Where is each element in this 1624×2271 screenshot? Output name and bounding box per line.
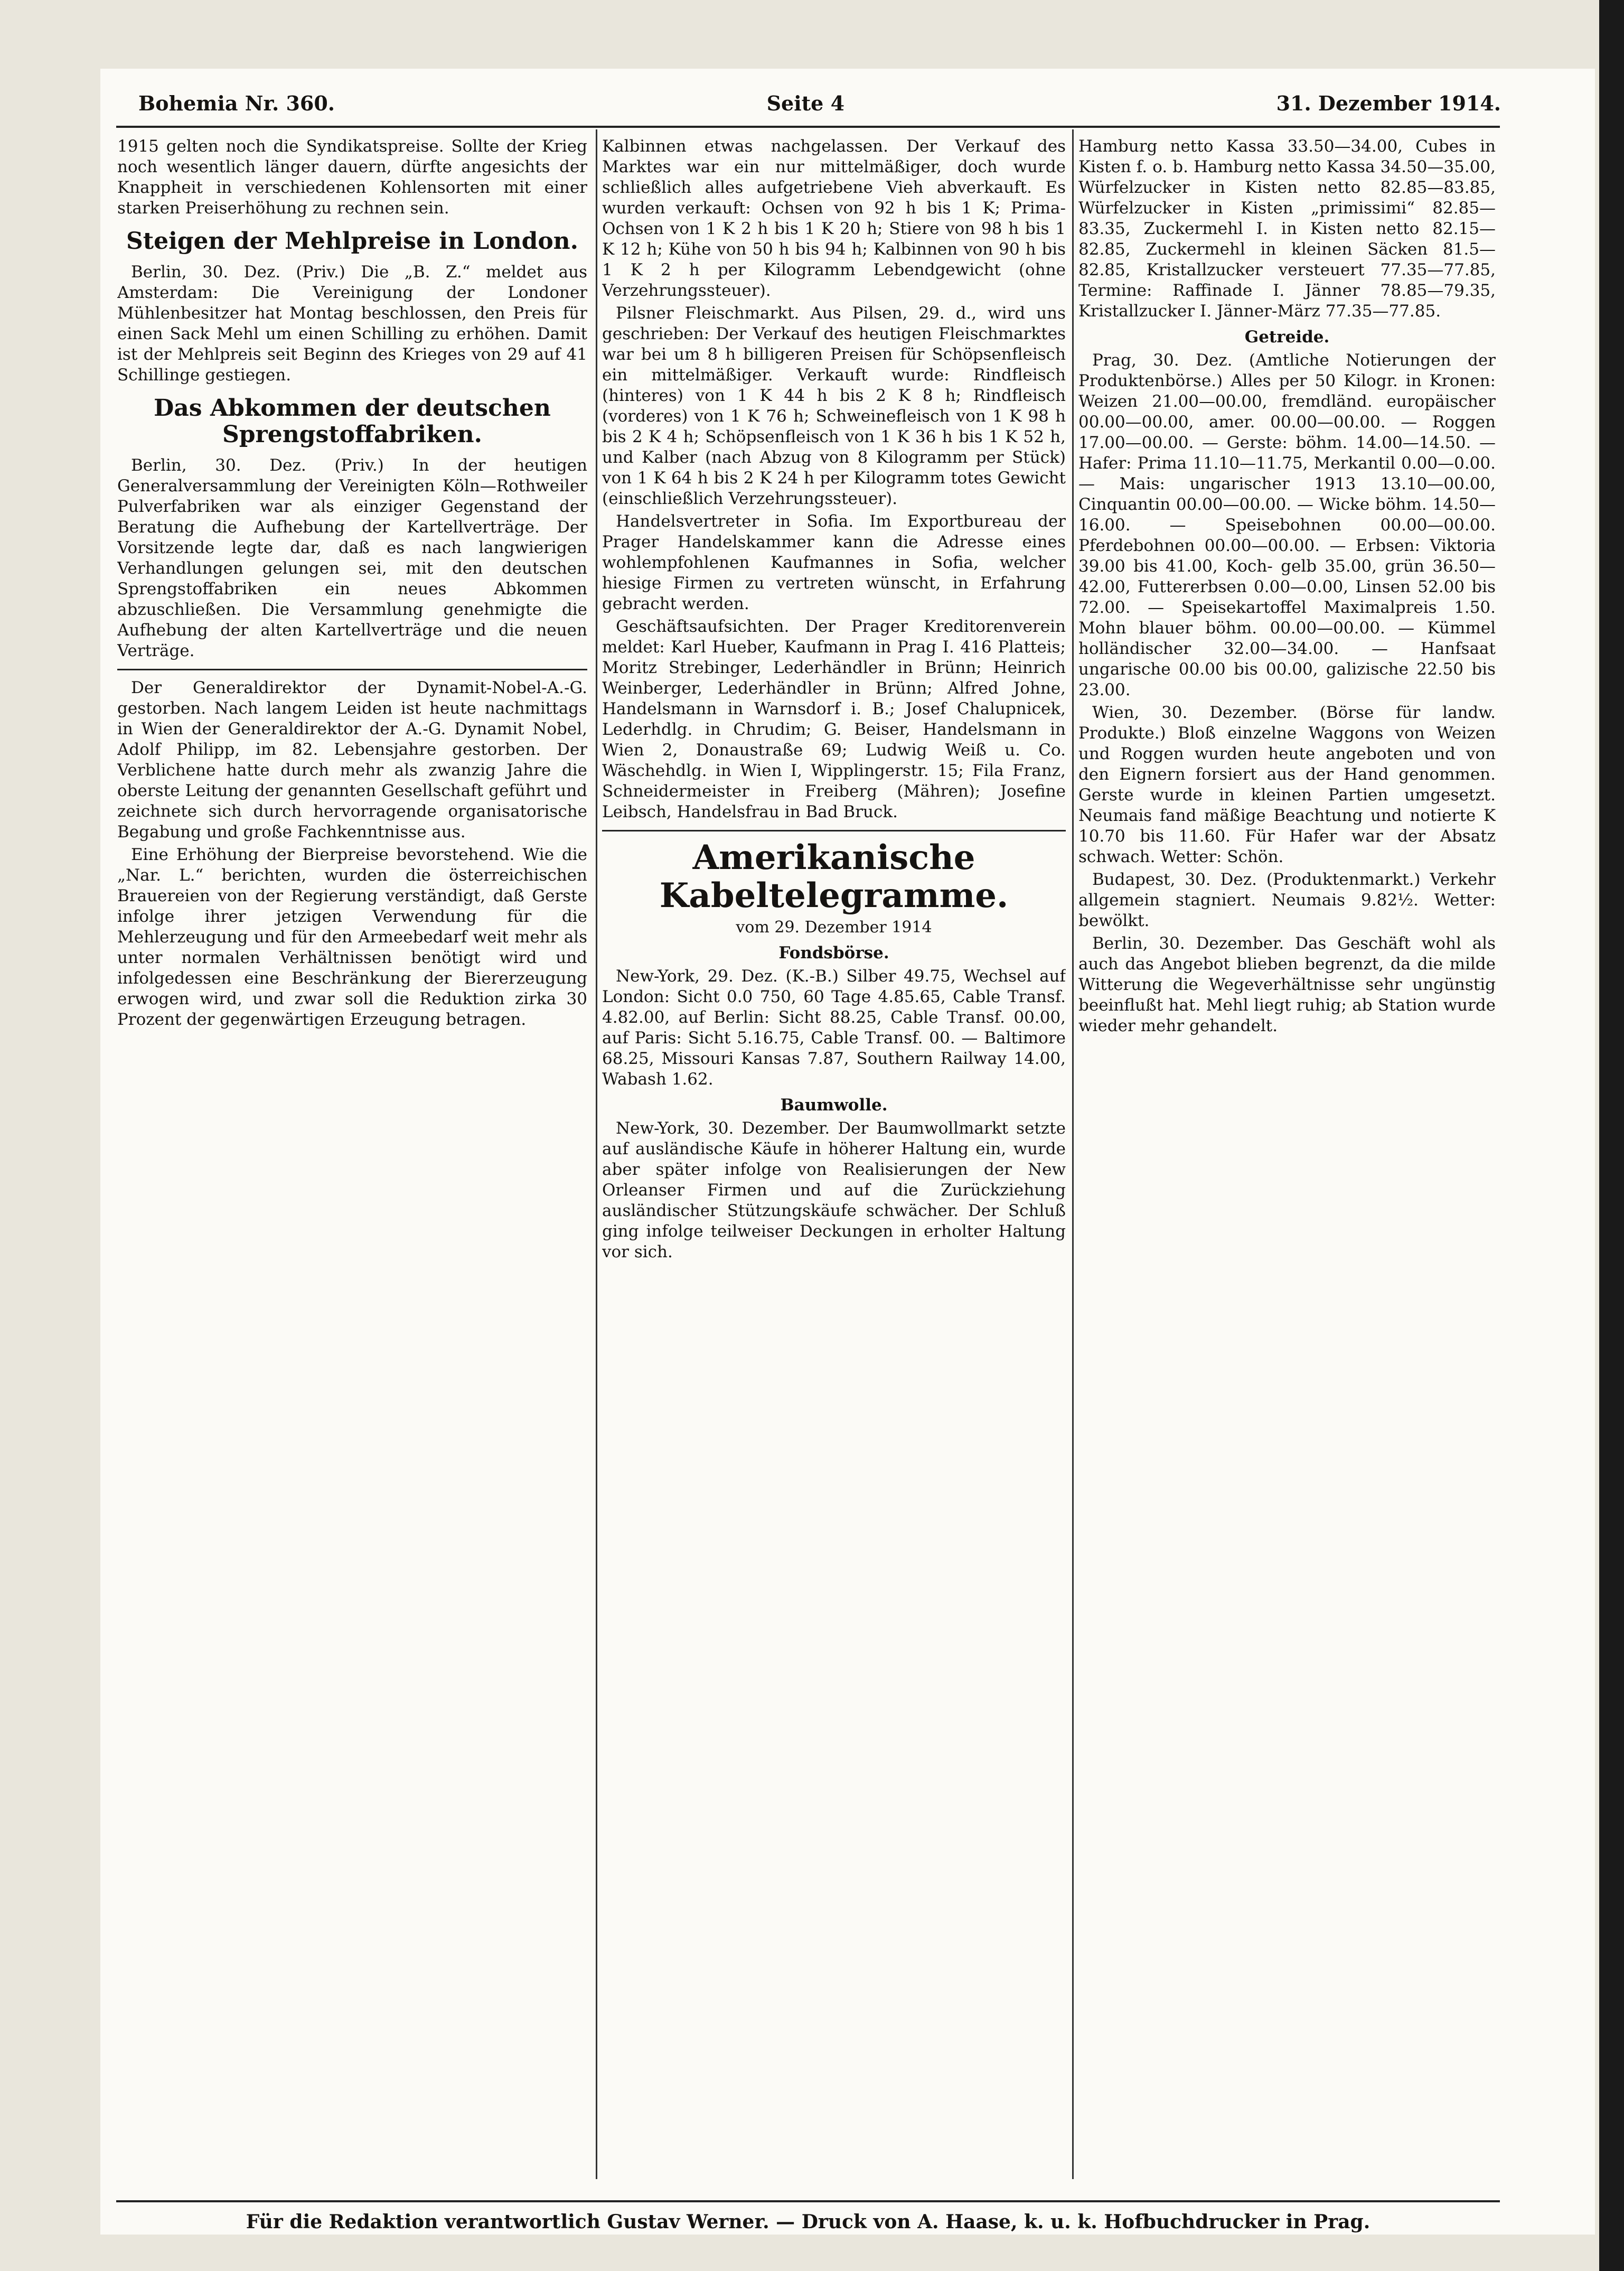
page-header [138,85,1501,122]
imprint: Für die Redaktion verantwortlich Gustav Werner. — Druck von A. Haase, k. u. k. Hofbuchdrucker in Prag. [246,2211,1370,2233]
scan-edge [1599,0,1624,2271]
article-text: Wien, 30. Dezember. (Börse für landw. Produkte.) Bloß einzelne Waggons von Weizen und Roggen wurden heute angeboten und von den Eignern forsiert aus der Hand genommen. Gerste wurde in kleinen Partien umgesetzt. Neumais fand mäßige Beachtung und notierte K 10.70 bis 11.60. Für Hafer war der Absatz schwach. Wetter: Schön. [1078,703,1496,866]
article-text: Eine Erhöhung der Bierpreise bevorstehend. Wie die „Nar. L.“ berichten, wurden die österreichischen Brauereien von der Regierung verständigt, daß Gerste infolge ihrer jetzigen Verwendung für die Mehlerzeugung und für den Armeebedarf weit mehr als unter normalen Verhältnissen benötigt wird und infolgedessen eine Beschränkung der Biererzeugung erwogen wird, und zwar soll die Reduktion zirka 30 Prozent der gegenwärtigen Erzeugung betragen. [117,845,587,1029]
divider [117,669,587,670]
article-text: 1915 gelten noch die Syndikatspreise. Sollte der Krieg noch wesentlich länger dauern, dürfte angesichts der Knappheit in verschiedenen Kohlensorten mit einer starken Preiserhöhung zu rechnen sein. [117,137,587,218]
section-heading: Amerikanische Kabeltelegramme. [659,838,1009,915]
column-separator [1072,129,1074,2179]
footer-rule [116,2200,1500,2202]
article-heading: Steigen der Mehlpreise in London. [126,228,578,255]
article-text: Kalbinnen etwas nachgelassen. Der Verkauf des Marktes war ein nur mittelmäßiger, doch wurde schließlich alles aufgetriebene Vieh abverkauft. Es wurden verkauft: Ochsen von 92 h bis 1 K; Prima-Ochsen von 1 K 2 h bis 1 K 20 h; Stiere von 98 h bis 1 K 12 h; Kühe von 50 h bis 94 h; Kalbinnen von 90 h bis 1 K 2 h per Kilogramm Lebendgewicht (ohne Verzehrungssteuer). [602,137,1066,300]
divider [602,830,1066,831]
section-date: vom 29. Dezember 1914 [736,918,932,937]
issue-date: 31. Dezember 1914. [1276,91,1501,115]
page-number: Seite 4 [766,91,845,115]
article-text: Prag, 30. Dez. (Amtliche Notierungen der Produktenbörse.) Alles per 50 Kilogr. in Kronen: Weizen 21.00—00.00, fremdländ. europäischer 00.00—00.00, amer. 00.00—00.00. — Roggen 17.00—00.00. — Gerste: böhm. 14.00—14.50. — Hafer: Prima 11.10—11.75, Merkantil 0.00—0.00. — Mais: ungarischer 1913 13.10—00.00, Cinquantin 00.00—00.00. — Wicke böhm. 14.50—16.00. — Speisebohnen 00.00—00.00. Pferdebohnen 00.00—00.00. — Erbsen: Viktoria 39.00 bis 41.00, Koch- gelb 35.00, grün 36.50—42.00, Futtererbsen 0.00—0.00, Linsen 52.00 bis 72.00. — Speisekartoffel Maximalpreis 1.50. Mohn blauer böhm. 00.00—00.00. — Kümmel holländischer 32.00—34.00. — Hanfsaat ungarische 00.00 bis 00.00, galizische 22.50 bis 23.00. [1078,351,1496,699]
article-text: New-York, 30. Dezember. Der Baumwollmarkt setzte auf ausländische Käufe in höherer Haltung ein, wurde aber später infolge von Realisierungen der New Orleanser Firmen und auf die Zurückziehung ausländischer Stützungskäufe schwächer. Der Schluß ging infolge teilweiser Deckungen in erholter Haltung vor sich. [602,1119,1066,1261]
article-text: Berlin, 30. Dezember. Das Geschäft wohl als auch das Angebot blieben begrenzt, da die milde Witterung die Wegeverhältnisse sehr ungünstig beeinflußt hat. Mehl liegt ruhig; ab Station wurde wieder mehr gehandelt. [1078,934,1496,1035]
article-text: New-York, 29. Dez. (K.-B.) Silber 49.75, Wechsel auf London: Sicht 0.0 750, 60 Tage 4.85.65, Cable Transf. 4.82.00, auf Berlin: Sicht 88.25, Cable Transf. 00.00, auf Paris: Sicht 5.16.75, Cable Transf. 00. — Baltimore 68.25, Missouri Kansas 7.87, Southern Railway 14.00, Wabash 1.62. [602,967,1066,1089]
article-text: Pilsner Fleischmarkt. Aus Pilsen, 29. d., wird uns geschrieben: Der Verkauf des heutigen Fleischmarktes war bei um 8 h billigeren Preisen für Schöpsenfleisch ein mittelmäßiger. Verkauft wurde: Rindfleisch (hinteres) von 1 K 44 h bis 2 K 8 h; Rindfleisch (vorderes) von 1 K 76 h; Schweinefleisch von 1 K 98 h bis 2 K 4 h; Schöpsenfleisch von 1 K 36 h bis 1 K 52 h, und Kalber (nach Abzug von 8 Kilogramm per Stück) von 1 K 64 h bis 2 K 24 h per Kilogramm totes Gewicht (einschließlich Verzehrungssteuer). [602,304,1066,508]
header-rule [116,126,1500,128]
column-1 [117,136,587,2197]
article-heading: Das Abkommen der deutschen Sprengstoffabriken. [154,395,551,448]
article-text: Berlin, 30. Dez. (Priv.) Die „B. Z.“ meldet aus Amsterdam: Die Vereinigung der Londoner Mühlenbesitzer hat Montag beschlossen, den Preis für einen Sack Mehl um einen Schilling zu erhöhen. Damit ist der Mehlpreis seit Beginn des Krieges von 29 auf 41 Schillinge gestiegen. [117,263,587,385]
article-text: Berlin, 30. Dez. (Priv.) In der heutigen Generalversammlung der Vereinigten Köln—Rothweiler Pulverfabriken war als einziger Gegenstand der Beratung die Aufhebung der Kartellverträge. Der Vorsitzende legte dar, daß es nach langwierigen Verhandlungen gelungen sei, mit den deutschen Sprengstoffabriken ein neues Abkommen abzuschließen. Die Versammlung genehmigte die Aufhebung der alten Kartellverträge und die neuen Verträge. [117,456,587,660]
article-text: Der Generaldirektor der Dynamit-Nobel-A.-G. gestorben. Nach langem Leiden ist heute nachmittags in Wien der Generaldirektor der A.-G. Dynamit Nobel, Adolf Philipp, im 82. Lebensjahre gestorben. Der Verblichene hatte durch mehr als zwanzig Jahre die oberste Leitung der genannten Gesellschaft geführt und zeichnete sich durch hervorragende organisatorische Begabung und große Fachkenntnisse aus. [117,678,587,842]
column-2 [602,136,1066,2197]
subsection-heading: Baumwolle. [780,1096,888,1115]
subsection-heading: Getreide. [1244,328,1330,347]
subsection-heading: Fondsbörse. [778,943,889,962]
masthead-issue: Bohemia Nr. 360. [138,91,335,115]
article-text: Budapest, 30. Dez. (Produktenmarkt.) Verkehr allgemein stagniert. Neumais 9.82½. Wetter: bewölkt. [1078,870,1496,930]
article-text: Hamburg netto Kassa 33.50—34.00, Cubes in Kisten f. o. b. Hamburg netto Kassa 34.50—35.00, Würfelzucker in Kisten netto 82.85—83.85, Würfelzucker in Kisten „primissimi“ 82.85—83.35, Zuckermehl I. in Kisten netto 82.15—82.85, Zuckermehl in kleinen Säcken 81.5—82.85, Kristallzucker versteuert 77.35—77.85, Termine: Raffinade I. Jänner 78.85—79.35, Kristallzucker I. Jänner-März 77.35—77.85. [1078,137,1496,321]
article-text: Handelsvertreter in Sofia. Im Exportbureau der Prager Handelskammer kann die Adresse eines wohlempfohlenen Kaufmannes in Sofia, welcher hiesige Firmen zu vertreten wünscht, in Erfahrung gebracht werden. [602,512,1066,613]
article-text: Geschäftsaufsichten. Der Prager Kreditorenverein meldet: Karl Hueber, Kaufmann in Prag I. 416 Platteis; Moritz Strebinger, Lederhändler in Brünn; Heinrich Weinberger, Lederhändler in Brünn; Alfred Johne, Handelsmann in Warnsdorf i. B.; Josef Chalupnicek, Lederhdlg. in Chrudim; G. Beiser, Handelsmann in Wien 2, Donaustraße 69; Ludwig Weiß u. Co. Wäschehdlg. in Wien I, Wipplingerstr. 15; Fila Franz, Schneidermeister in Freiberg (Mähren); Josefine Leibsch, Handelsfrau in Bad Bruck. [602,617,1066,821]
column-3 [1078,136,1496,2197]
column-separator [596,129,597,2179]
